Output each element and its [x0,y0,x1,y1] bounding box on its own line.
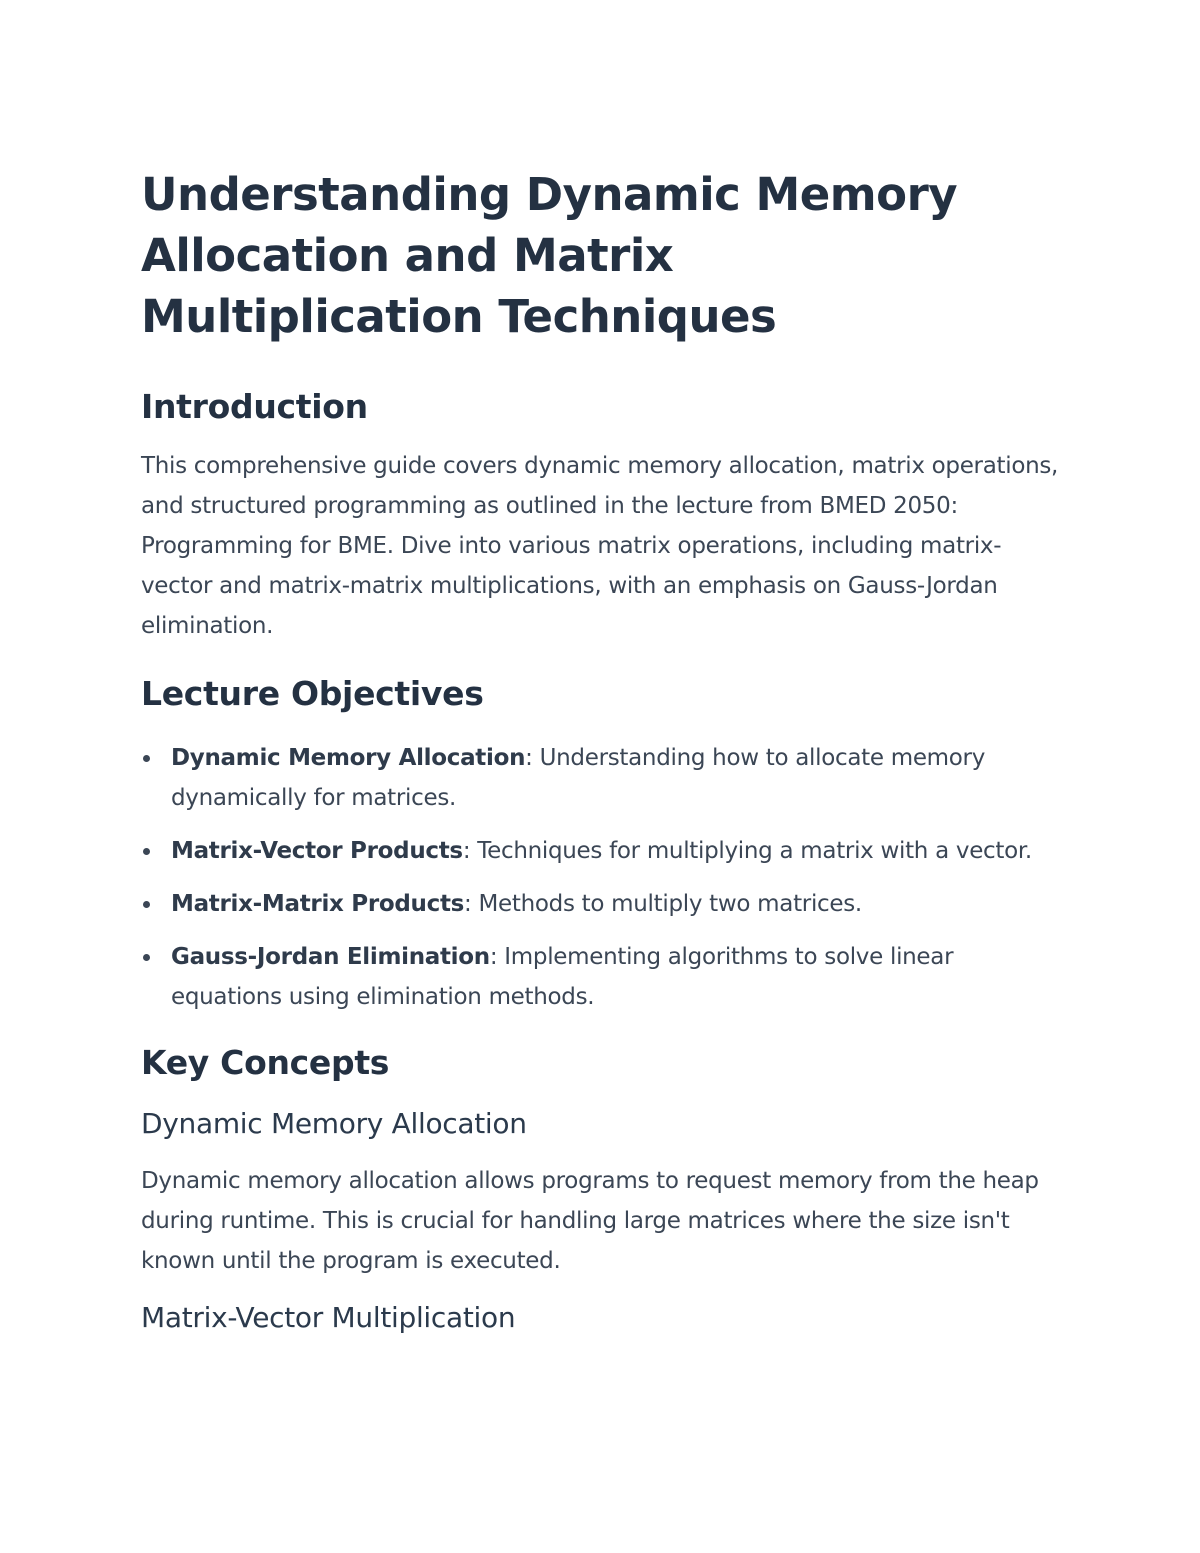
list-item [141,937,1061,1017]
objective-description: : Techniques for multiplying a matrix with a vector. [462,838,1032,864]
document-page [141,164,1061,1337]
objective-description: : Methods to multiply two matrices. [464,891,862,917]
bullet-icon [143,755,150,762]
objective-description: : Understanding how to allocate memory dynamically for matrices. [171,745,986,811]
objective-term: Dynamic Memory Allocation [171,745,526,771]
bullet-icon [143,901,150,908]
list-item [141,738,1061,818]
objectives-list [141,738,1061,1017]
objective-term: Matrix-Matrix Products [171,891,465,917]
objective-term: Matrix-Vector Products [171,838,463,864]
bullet-icon [143,954,150,961]
introduction-paragraph: This comprehensive guide covers dynamic memory allocation, matrix operations, and structured programming as outlined in the lecture from BMED 2050: Programming for BME. Dive into various matrix operations, including matrix-vector and matrix-matrix multiplications, with an emphasis on Gauss-Jordan elimination. [141,453,1059,639]
mvm-subheading: Matrix-Vector Multiplication [141,1301,516,1334]
bullet-icon [143,848,150,855]
page-title: Understanding Dynamic Memory Allocation and Matrix Multiplication Techniques [141,168,958,343]
objective-term: Gauss-Jordan Elimination [171,944,490,970]
dma-paragraph: Dynamic memory allocation allows programs to request memory from the heap during runtime. This is crucial for handling large matrices where the size isn't known until the program is executed. [141,1168,1039,1274]
dma-subheading: Dynamic Memory Allocation [141,1107,527,1140]
list-item [141,831,1061,871]
list-item [141,884,1061,924]
objective-description: : Implementing algorithms to solve linear equations using elimination methods. [171,944,954,1010]
objectives-heading: Lecture Objectives [141,674,484,713]
introduction-heading: Introduction [141,387,368,426]
key-concepts-heading: Key Concepts [141,1043,390,1082]
